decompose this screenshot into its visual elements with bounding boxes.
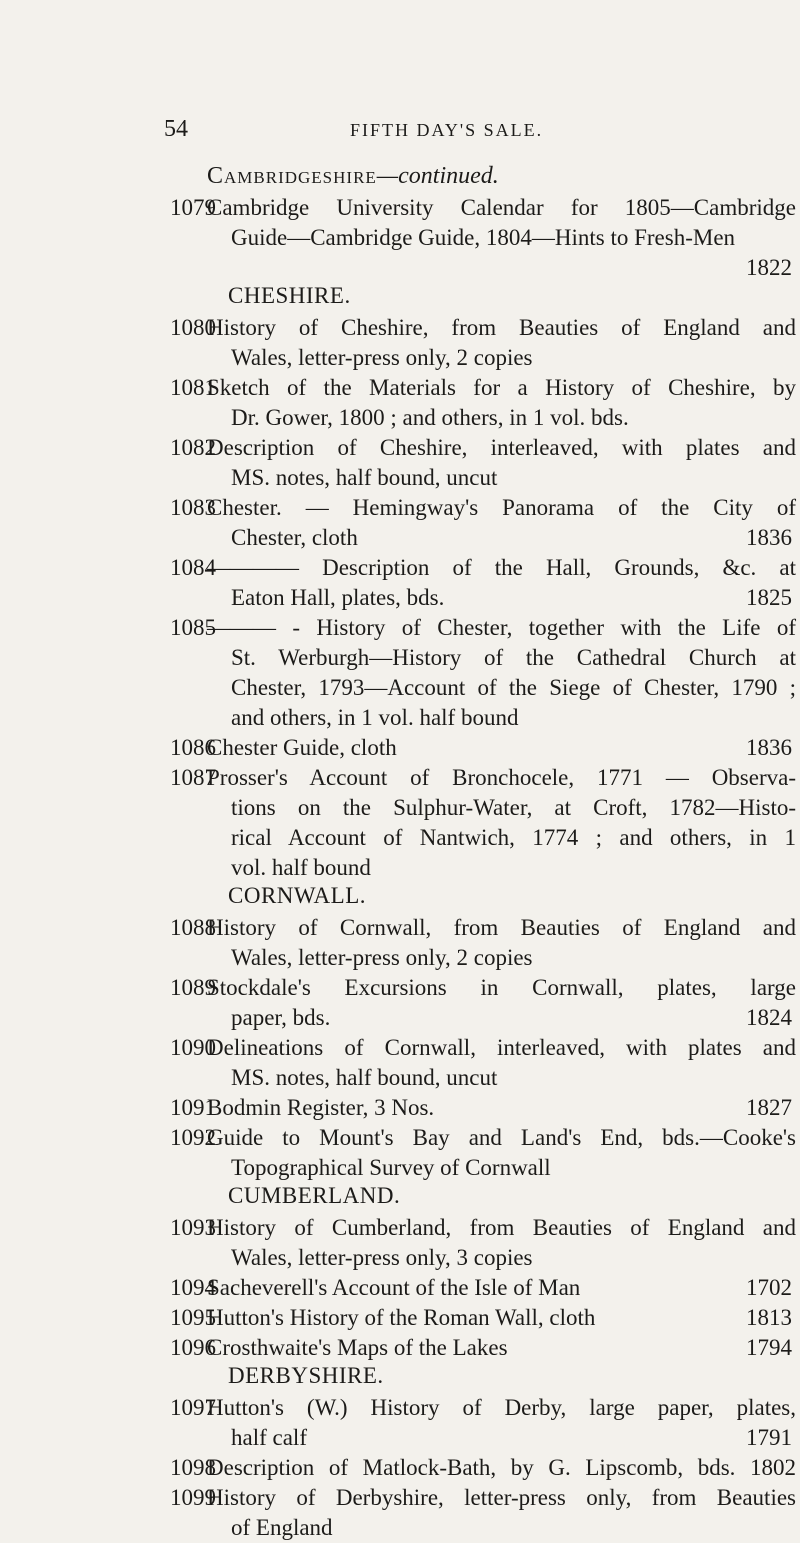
publication-year: 1825: [746, 585, 792, 610]
entry-line: Delineations of Cornwall, interleaved, with plates and: [207, 1035, 796, 1060]
lot-number: 1098: [170, 1455, 216, 1480]
lot-number: 1079: [170, 195, 216, 220]
entry-text: [207, 1333, 796, 1363]
entry-line: St. Werburgh—History of the Cathedral Church at: [231, 645, 796, 670]
county-name: Cambridgeshire: [207, 163, 377, 189]
entry-line: Prosser's Account of Bronchocele, 1771 — Observa-: [207, 765, 796, 790]
entry-text: [207, 1033, 796, 1093]
entry-line: Topographical Survey of Cornwall: [231, 1155, 551, 1180]
county-heading: DERBYSHIRE.: [228, 1363, 384, 1388]
entry-line: ———— Description of the Hall, Grounds, &c. at: [207, 555, 796, 580]
entry-line: rical Account of Nantwich, 1774 ; and others, in 1: [231, 825, 796, 850]
entry-line: History of Cheshire, from Beauties of England and: [207, 315, 796, 340]
lot-number: 1083: [170, 495, 216, 520]
lot-number: 1091: [170, 1095, 216, 1120]
entry-text: [207, 313, 796, 373]
entry-line: paper, bds. 1824: [207, 1003, 796, 1033]
entry-line: MS. notes, half bound, uncut: [231, 465, 498, 490]
entry-text: [207, 763, 796, 883]
entry-text: [207, 1393, 796, 1453]
entry-line: Sacheverell's Account of the Isle of Man 1702: [207, 1273, 796, 1303]
entry-text: [207, 913, 796, 973]
lot-number: 1094: [170, 1275, 216, 1300]
entry-text: [207, 1093, 796, 1123]
entry-line: Chester, 1793—Account of the Siege of Chester, 1790 ;: [231, 675, 796, 700]
entry-line: Guide—Cambridge Guide, 1804—Hints to Fresh-Men: [231, 225, 736, 250]
entry-text: [207, 1123, 796, 1183]
entry-text: [207, 733, 796, 763]
publication-year: 1836: [746, 735, 792, 760]
page-header: [0, 116, 800, 146]
lot-number: 1090: [170, 1035, 216, 1060]
lot-number: 1080: [170, 315, 216, 340]
entry-line: tions on the Sulphur-Water, at Croft, 1782—Histo-: [231, 795, 796, 820]
county-heading: CORNWALL.: [228, 883, 367, 908]
lot-number: 1095: [170, 1305, 216, 1330]
publication-year: 1791: [746, 1425, 792, 1450]
entry-line: MS. notes, half bound, uncut: [231, 1065, 498, 1090]
entry-line: Hutton's History of the Roman Wall, cloth 1813: [207, 1303, 796, 1333]
entry-line: History of Cumberland, from Beauties of England and: [207, 1215, 796, 1240]
entry-text: [207, 1213, 796, 1273]
lot-number: 1093: [170, 1215, 216, 1240]
entry-line: Eaton Hall, plates, bds. 1825: [207, 583, 796, 613]
year-line: [207, 253, 796, 283]
entry-text: [207, 553, 796, 613]
publication-year: 1824: [746, 1005, 792, 1030]
lot-number: 1085: [170, 615, 216, 640]
entry-text: [207, 613, 796, 733]
lot-number: 1097: [170, 1395, 216, 1420]
entry-text: [207, 373, 796, 433]
entry-text: [207, 1453, 796, 1483]
lot-number: 1084: [170, 555, 216, 580]
entry-line: Chester. — Hemingway's Panorama of the City of: [207, 495, 796, 520]
lot-number: 1092: [170, 1125, 216, 1150]
county-heading: CUMBERLAND.: [228, 1183, 401, 1208]
lot-number: 1096: [170, 1335, 216, 1360]
publication-year: 1827: [746, 1095, 792, 1120]
entry-line: Sketch of the Materials for a History of Cheshire, by: [207, 375, 796, 400]
lot-number: 1087: [170, 765, 216, 790]
entry-line: Stockdale's Excursions in Cornwall, plates, large: [207, 975, 796, 1000]
section-continued-heading: [207, 163, 499, 190]
lot-number: 1088: [170, 915, 216, 940]
entry-line: Wales, letter-press only, 2 copies: [231, 945, 533, 970]
entry-line: and others, in 1 vol. half bound: [231, 705, 519, 730]
entry-line: Chester, cloth 1836: [207, 523, 796, 553]
entry-line: half calf 1791: [207, 1423, 796, 1453]
entry-text: [207, 193, 796, 283]
entry-line: Chester Guide, cloth 1836: [207, 733, 796, 763]
publication-year: 1794: [746, 1335, 792, 1360]
lot-number: 1081: [170, 375, 216, 400]
entry-text: [207, 1483, 796, 1543]
publication-year: 1836: [746, 525, 792, 550]
publication-year: 1813: [746, 1305, 792, 1330]
entry-text: [207, 1303, 796, 1333]
entry-text: [207, 433, 796, 493]
entry-line: Guide to Mount's Bay and Land's End, bds.—Cooke's: [207, 1125, 796, 1150]
publication-year: 1702: [746, 1275, 792, 1300]
lot-number: 1086: [170, 735, 216, 760]
publication-year: 1822: [746, 255, 792, 280]
entry-text: [207, 1273, 796, 1303]
entry-text: [207, 493, 796, 553]
entry-line: Cambridge University Calendar for 1805—Cambridge: [207, 195, 796, 220]
continued-label: —continued.: [376, 163, 499, 189]
entry-line: History of Cornwall, from Beauties of England and: [207, 915, 796, 940]
entry-line: Wales, letter-press only, 3 copies: [231, 1245, 533, 1270]
lot-number: 1099: [170, 1485, 216, 1510]
entry-line: vol. half bound: [231, 855, 371, 880]
entry-line: ——— - History of Chester, together with the Life of: [207, 615, 796, 640]
entry-line: Hutton's (W.) History of Derby, large paper, plates,: [207, 1395, 796, 1420]
county-heading: CHESHIRE.: [228, 283, 351, 308]
entry-line: Wales, letter-press only, 2 copies: [231, 345, 533, 370]
entry-line: of England: [231, 1515, 333, 1540]
lot-number: 1082: [170, 435, 216, 460]
entry-text: [207, 973, 796, 1033]
entry-line: Bodmin Register, 3 Nos. 1827: [207, 1093, 796, 1123]
entry-line: Description of Cheshire, interleaved, with plates and: [207, 435, 796, 460]
lot-number: 1089: [170, 975, 216, 1000]
entry-line: Dr. Gower, 1800 ; and others, in 1 vol. bds.: [231, 405, 629, 430]
entry-line: Crosthwaite's Maps of the Lakes 1794: [207, 1333, 796, 1363]
page-number: 54: [164, 116, 188, 142]
entry-line: History of Derbyshire, letter-press only, from Beauties: [207, 1485, 796, 1510]
running-head: FIFTH DAY'S SALE.: [350, 120, 544, 140]
entry-line: Description of Matlock-Bath, by G. Lipscomb, bds. 1802: [207, 1455, 796, 1480]
